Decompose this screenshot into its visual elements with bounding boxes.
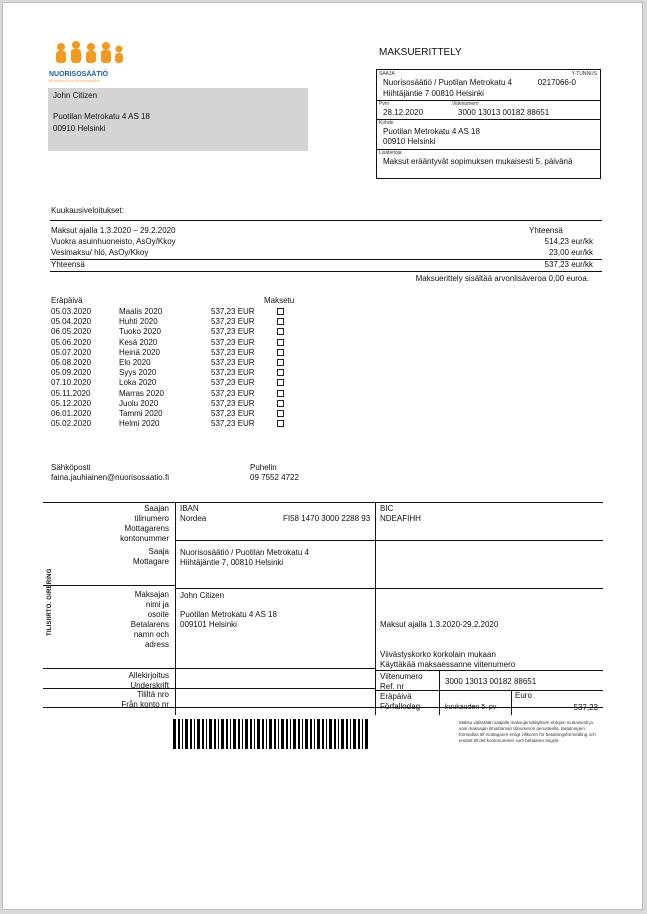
schedule-col-date: Eräpäivä [51,296,83,305]
barcode-bar [326,719,327,749]
barcode-bar [365,719,368,749]
kohde-label: Kohde [379,120,394,126]
schedule-row [51,327,291,337]
schedule-amount: 537,23 EUR [211,368,255,378]
paid-checkbox[interactable] [277,308,284,315]
barcode-bar [310,719,312,749]
schedule-row [51,399,291,409]
giro-slip [43,502,603,715]
schedule-row [51,378,291,388]
charges-total-header: Yhteensä [529,226,563,235]
info-ref: Käyttäkää maksaessanne viitenumero [380,660,516,669]
barcode-bar [197,719,200,749]
paid-checkbox[interactable] [277,369,284,376]
recipient-city: 00910 Helsinki [53,124,106,133]
barcode-bar [226,719,228,749]
schedule-row [51,307,291,317]
schedule-month: Huhti 2020 [119,317,158,327]
barcode-bar [178,719,180,749]
viitenumero-label: Viitenumero [452,101,479,107]
barcode-bar [269,719,272,749]
recipient-address-box [48,88,308,151]
barcode-bar [257,719,260,749]
maksaja-street: Puotilan Metrokatu 4 AS 18 [180,610,277,619]
schedule-amount: 537,23 EUR [211,409,255,418]
recipient-name: John Citizen [53,91,98,100]
schedule-month: Syys 2020 [119,368,157,378]
phone-value[interactable]: 09 7552 4722 [250,473,299,482]
barcode-bar [338,719,339,749]
ytunnus-label: Y-TUNNUS [571,71,597,77]
payment-terms-note: Maksu välitetään saajalle maksujenvälityksen ehtojen mukaisesti ja vain maksajan ilmoittaman tilinumeron perusteella. Betalningen förmedlas till mottagaren enligt villkoren för betalningsförmedling och endast till det kontonummer som betalaren angivit. [459,720,596,743]
schedule-row [51,317,291,327]
saaja-name: Nuorisosäätiö / Puotilan Metrokatu 4 [383,78,512,87]
barcode-bar [209,719,212,749]
kohde-line2: 00910 Helsinki [383,137,436,146]
barcode-bar [362,719,363,749]
charge-item-label: Vuokra asuinhuoneisto, AsOy/Kkoy [51,237,176,246]
saajan-tili-labels: Saajan tilinumero Mottagarens kontonummer [120,504,169,543]
paid-checkbox[interactable] [277,400,284,407]
schedule-date: 05.11.2020 [51,388,91,398]
barcode-bar [358,719,360,749]
schedule-row [51,419,291,429]
email-value[interactable]: faina.jauhiainen@nuorisosaatio.fi [51,473,169,482]
giro-saaja-name: Nuorisosäätiö / Puotilan Metrokatu 4 [180,548,309,557]
barcode-bar [286,719,288,749]
barcode-bar [298,719,300,749]
account-labels: Tililtä nro Från konto nr [121,690,169,709]
schedule-amount: 537,23 EUR [211,378,255,388]
schedule-amount: 537,23 EUR [211,388,255,398]
barcode-bar [322,719,324,749]
lisatietoja-label: Lisätietoja [379,150,402,156]
barcode-bar [185,719,188,749]
schedule-row [51,358,291,368]
pvm-label: Pvm [379,101,389,107]
barcode-bar [218,719,219,749]
ytunnus-value: 0217066-0 [537,78,576,87]
viitenumero-value: 3000 13013 00182 88651 [458,108,550,117]
iban-label: IBAN [180,504,199,513]
barcode-bar [346,719,348,749]
bank-name: Nordea [180,514,207,523]
paid-checkbox[interactable] [277,359,284,366]
schedule-amount: 537,23 EUR [211,317,255,327]
barcode-bar [281,719,284,749]
paid-checkbox[interactable] [277,328,284,335]
invoice-page [2,2,643,910]
schedule-date: 05.07.2020 [51,347,92,357]
logo [49,41,129,83]
paid-checkbox[interactable] [277,379,284,386]
schedule-month: Maalis 2020 [119,307,163,316]
lisatietoja-value: Maksut erääntyvät sopimuksen mukaisesti 5. päivänä [383,157,573,166]
barcode-bar [341,719,344,749]
schedule-month: Elo 2020 [119,358,151,367]
barcode-bar [242,719,243,749]
schedule-amount: 537,23 EUR [211,358,255,367]
saaja-label: SAAJA [379,71,395,77]
schedule-row [51,348,291,358]
schedule-row [51,409,291,419]
pvm-value: 28.12.2020 [383,108,424,117]
charges-total-amount: 537,23 eur/kk [544,260,593,269]
schedule-month: Juolu 2020 [119,398,159,408]
maksaja-name: John Citizen [180,591,225,600]
barcode-bar [230,719,231,749]
barcode-bar [314,719,315,749]
signature-labels: Allekirjoitus Underskrift [128,671,169,690]
paid-checkbox[interactable] [277,349,284,356]
charge-item-amount: 23,00 eur/kk [548,248,593,257]
barcode-bar [221,719,224,749]
schedule-month: Helmi 2020 [119,419,160,429]
phone-label: Puhelin [250,463,277,472]
barcode-bar [305,719,308,749]
barcode-bar [238,719,240,749]
schedule-date: 05.02.2020 [51,419,92,429]
document-title: MAKSUERITTELY [379,47,462,58]
barcode-bar [350,719,351,749]
saaja-address: Hiihtäjäntie 7 00810 Helsinki [383,89,484,98]
paid-checkbox[interactable] [277,420,284,427]
recipient-street: Puotilan Metrokatu 4 AS 18 [53,112,150,121]
barcode-bar [250,719,252,749]
logo-name: NUORISOSÄÄTIÖ [49,71,109,78]
giro-saaja-address: Hiihtäjäntie 7, 00810 Helsinki [180,558,284,567]
schedule-month: Heinä 2020 [119,347,160,357]
schedule-month: Loka 2020 [119,378,157,388]
schedule-date: 05.08.2020 [51,358,92,367]
schedule-month: Tuoko 2020 [119,327,161,337]
bic-value: NDEAFIHH [380,514,421,523]
paid-checkbox[interactable] [277,390,284,397]
bic-label: BIC [380,504,394,513]
barcode-bar [353,719,356,749]
amount-value: 537,23 [573,703,598,712]
schedule-date: 05.12.2020 [51,398,92,408]
schedule-amount: 537,23 EUR [211,307,255,316]
barcode-bar [190,719,192,749]
maksaja-labels: Maksajan nimi ja osoite Betalarens namn och adress [130,590,169,649]
ref-value: 3000 13013 00182 88651 [445,677,537,686]
barcode-bar [194,719,195,749]
barcode-bar [329,719,332,749]
barcode [171,719,371,749]
barcode-bar [274,719,276,749]
due-value: kuukauden 5. pv [445,704,497,711]
info-period: Maksut ajalla 1.3.2020-29.2.2020 [380,620,499,629]
schedule-month: Tammi 2020 [119,409,163,418]
paid-checkbox[interactable] [277,339,284,346]
due-labels: Eräpäivä Förfallodag [380,692,421,711]
schedule-date: 06.01.2020 [51,409,92,418]
schedule-date: 07.10.2020 [51,378,92,388]
schedule-date: 05.03.2020 [51,307,92,316]
schedule-amount: 537,23 EUR [211,419,255,429]
ref-labels: Viitenumero Ref. nr [380,672,423,691]
schedule-col-paid: Maksetu [264,296,295,305]
barcode-bar [293,719,296,749]
barcode-bar [334,719,336,749]
schedule-row [51,368,291,378]
iban-value: FI58 1470 3000 2288 93 [283,514,371,523]
payee-info-box [376,69,601,179]
charges-period: Maksut ajalla 1.3.2020 – 29.2.2020 [51,226,176,235]
barcode-bar [202,719,204,749]
schedule-month: Marras 2020 [119,388,164,398]
schedule-date: 05.04.2020 [51,317,92,327]
saaja-labels: Saaja Mottagare [132,547,169,566]
kohde-line1: Puotilan Metrokatu 4 AS 18 [383,127,480,136]
schedule-month: Kesä 2020 [119,337,158,347]
barcode-bar [182,719,183,749]
email-label: Sähköposti [51,463,91,472]
barcode-bar [254,719,255,749]
schedule-row [51,389,291,399]
maksaja-city: 009101 Helsinki [180,620,237,629]
charges-total-label: Yhteensä [51,260,85,269]
barcode-bar [245,719,248,749]
barcode-bar [278,719,279,749]
info-interest: Viivästyskorko korkolain mukaan [380,650,496,659]
barcode-bar [173,719,176,749]
schedule-amount: 537,23 EUR [211,327,255,337]
logo-tagline: NUORISOSÄÄTIÖ NUORISOSÄÄTIÖ [49,79,100,83]
charges-heading: Kuukausiveloitukset: [51,206,124,215]
schedule-amount: 537,23 EUR [211,337,255,347]
barcode-bar [290,719,291,749]
vat-note: Maksuerittely sisältää arvonlisäveroa 0,00 euroa. [415,274,589,283]
barcode-bar [302,719,303,749]
account-field[interactable] [175,688,375,707]
euro-label: Euro [515,691,532,700]
charge-item-label: Vesimaksu/ hlö, AsOy/Kkoy [51,248,149,257]
schedule-date: 06.05.2020 [51,327,92,337]
schedule-date: 05.09.2020 [51,368,92,378]
schedule-row [51,338,291,348]
barcode-bar [214,719,216,749]
schedule-date: 05.06.2020 [51,337,92,347]
giro-vertical-label: TILISIIRTO. GIRERING [47,568,53,636]
barcode-bar [262,719,264,749]
schedule-amount: 537,23 EUR [211,398,255,408]
barcode-bar [266,719,267,749]
charge-item-amount: 514,23 eur/kk [544,237,593,246]
barcode-bar [206,719,207,749]
barcode-bar [317,719,320,749]
paid-checkbox[interactable] [277,318,284,325]
logo-figures-icon [49,41,129,65]
signature-field[interactable] [175,668,375,688]
barcode-bar [233,719,236,749]
paid-checkbox[interactable] [277,410,284,417]
schedule-amount: 537,23 EUR [211,347,255,357]
